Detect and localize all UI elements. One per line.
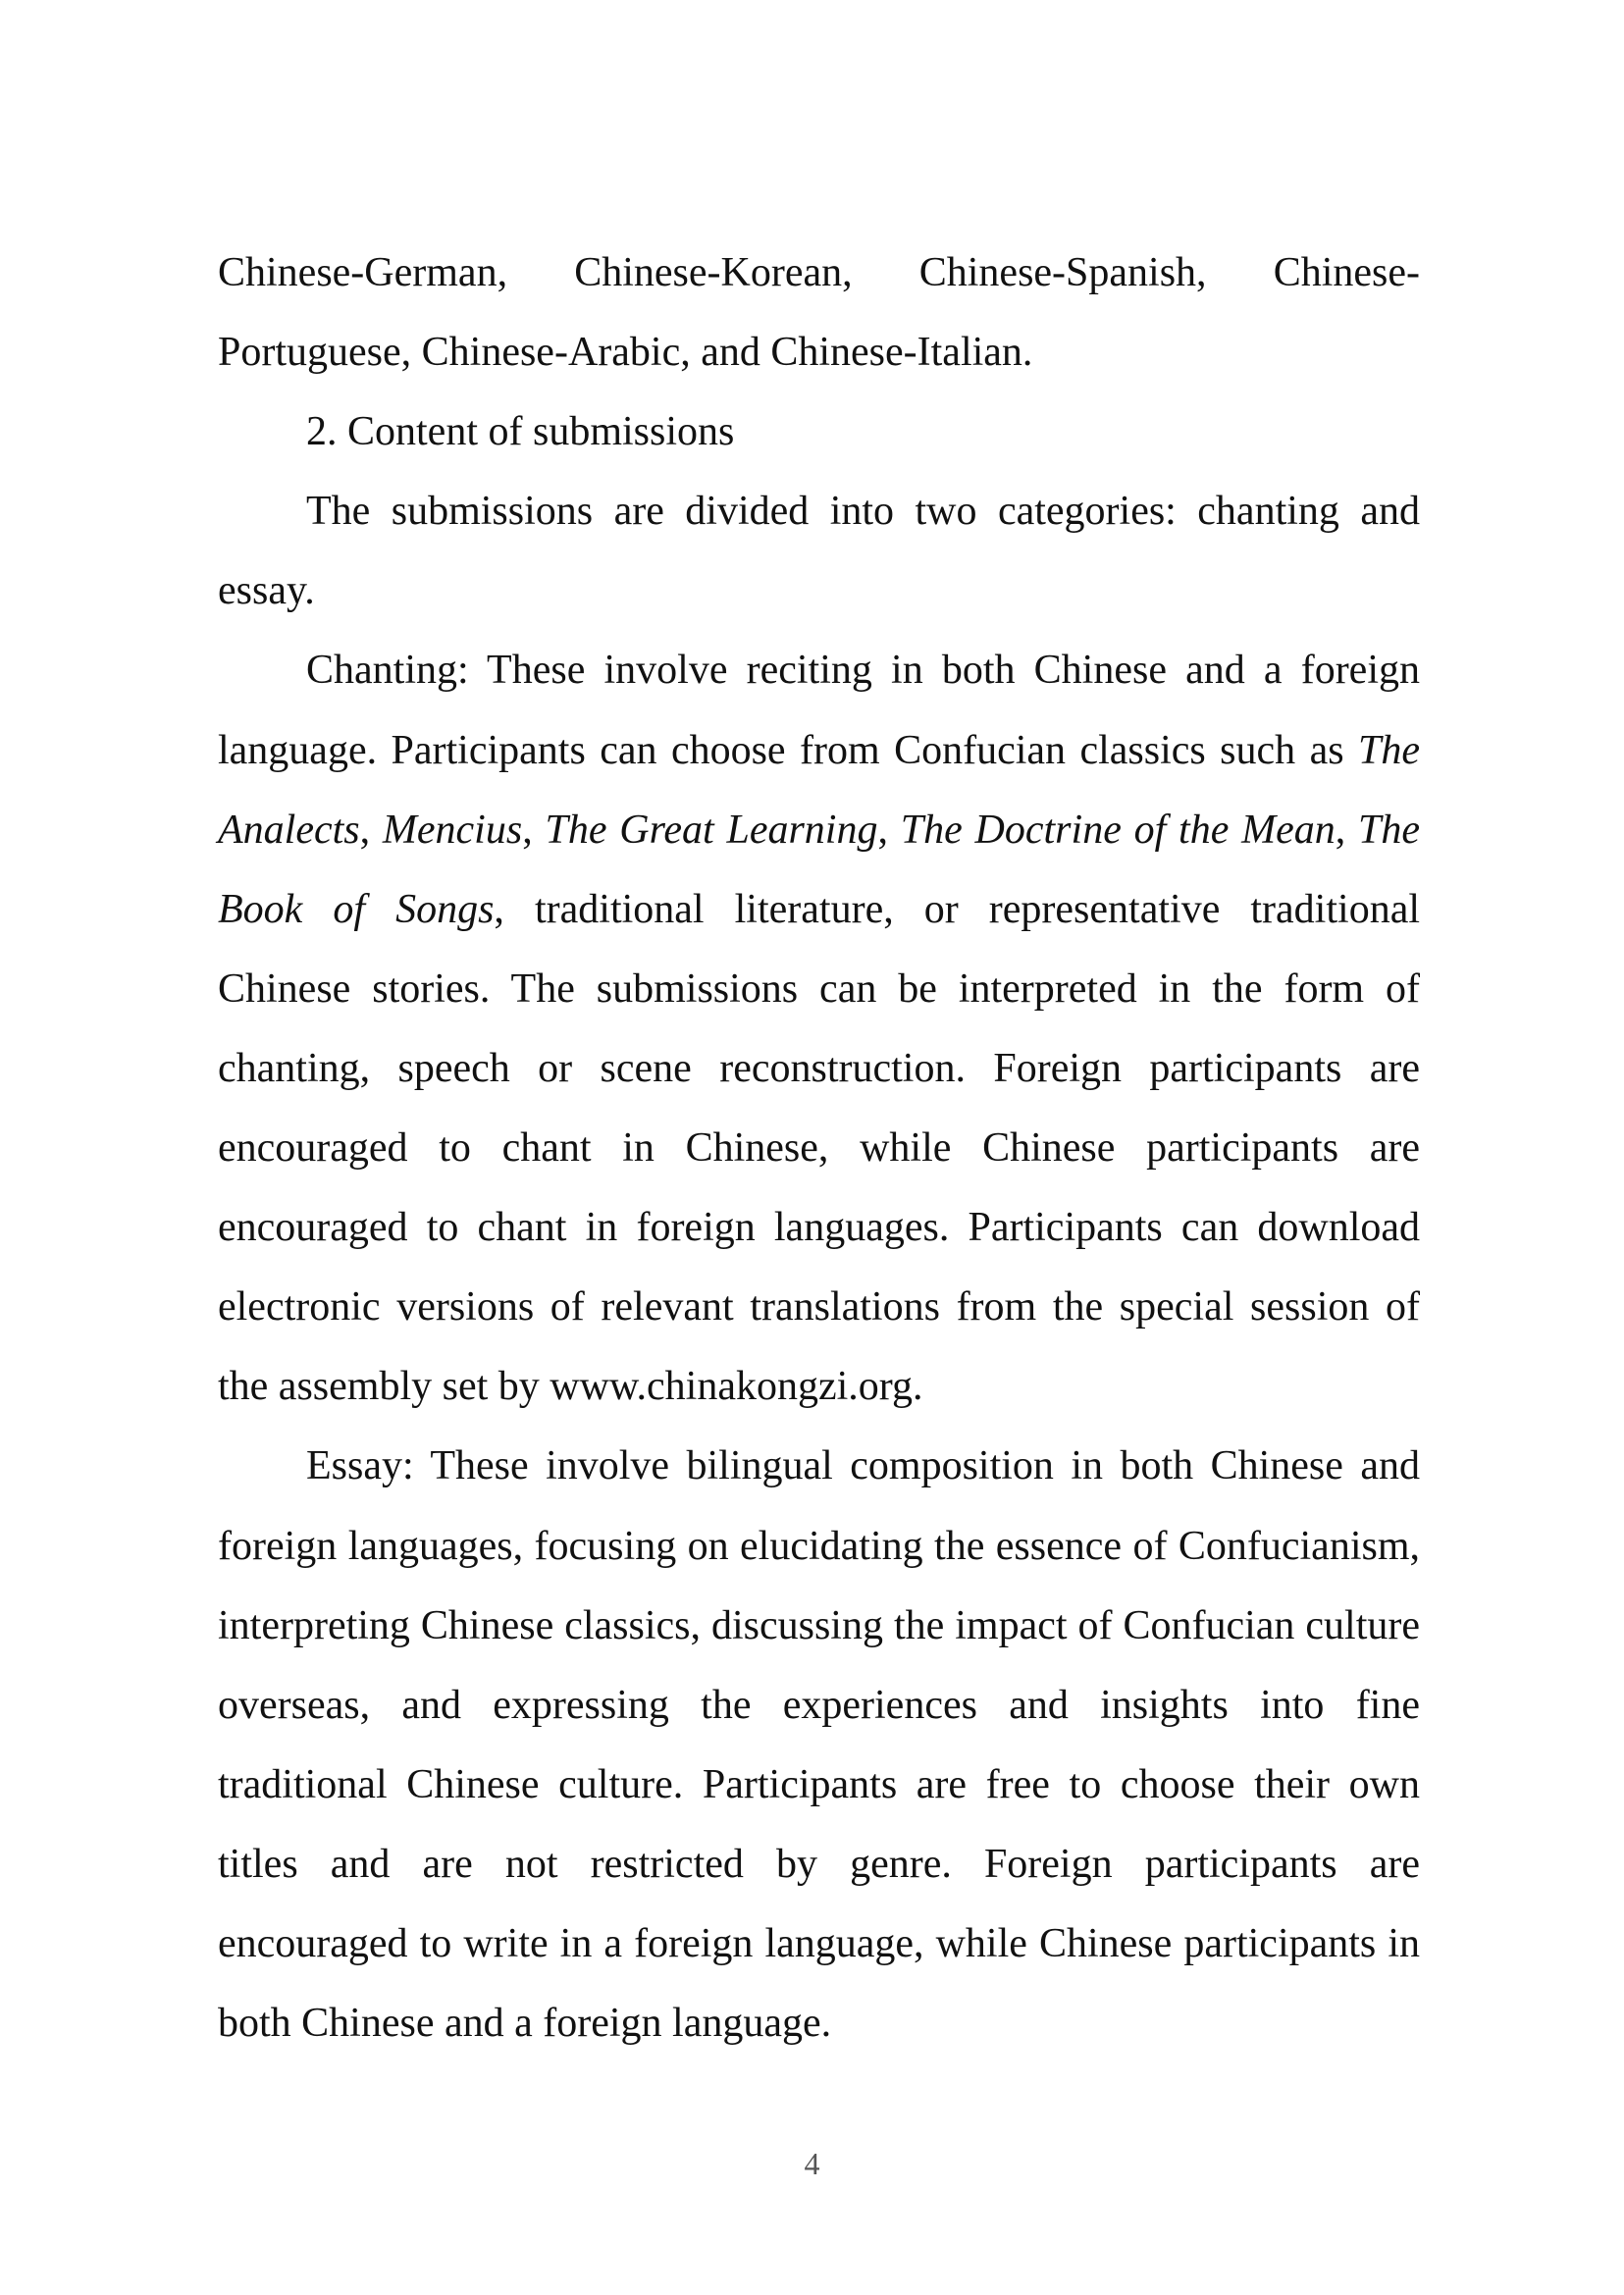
section-heading-content-of-submissions xyxy=(218,392,1420,472)
italic-title: The Analects xyxy=(218,727,1420,853)
paragraph-chanting xyxy=(218,631,1420,1427)
page-body xyxy=(218,234,1420,2063)
italic-title: The Book of Songs xyxy=(218,807,1421,932)
text-run: Chanting: These involve reciting in both Chinese and a foreign language. Participants can choose from Confucian classics such as xyxy=(218,648,1420,773)
paragraph-essay xyxy=(218,1427,1420,2063)
italic-title: The Great Learning xyxy=(545,807,878,853)
page-number: 4 xyxy=(804,2146,820,2181)
text-run: , xyxy=(877,807,901,853)
paragraph-language-pairs-continuation xyxy=(218,234,1420,392)
text-run: The submissions are divided into two categories: chanting and essay. xyxy=(218,489,1420,614)
text-run: 2. Content of submissions xyxy=(306,409,735,455)
text-run: Essay: These involve bilingual composition in both Chinese and foreign languages, focusing on elucidating the essence of Confucianism, interpreting Chinese classics, discussing the impact of Confucian culture overseas, and expressing the experiences and insights into fine traditional Chinese culture. Participants are free to choose their own titles and are not restricted by genre. Foreign participants are encouraged to write in a foreign language, while Chinese participants in both Chinese and a foreign language. xyxy=(218,1443,1420,2047)
text-run: Chinese-German, Chinese-Korean, Chinese-Spanish, Chinese-Portuguese, Chinese-Arabic, and Chinese-Italian. xyxy=(218,250,1420,376)
paragraph-categories xyxy=(218,472,1420,631)
text-run: , xyxy=(359,807,383,853)
text-run: , xyxy=(1335,807,1359,853)
text-run: , traditional literature, or representative traditional Chinese stories. The submissions can be interpreted in the form of chanting, speech or scene reconstruction. Foreign participants are encouraged to chant in Chinese, while Chinese participants are encouraged to chant in foreign languages. Participants can download electronic versions of relevant translations from the special session of the assembly set by www.chinakongzi.org. xyxy=(218,886,1420,1410)
text-run: , xyxy=(522,807,546,853)
italic-title: Mencius xyxy=(382,807,523,853)
italic-title: The Doctrine of the Mean xyxy=(900,807,1336,853)
